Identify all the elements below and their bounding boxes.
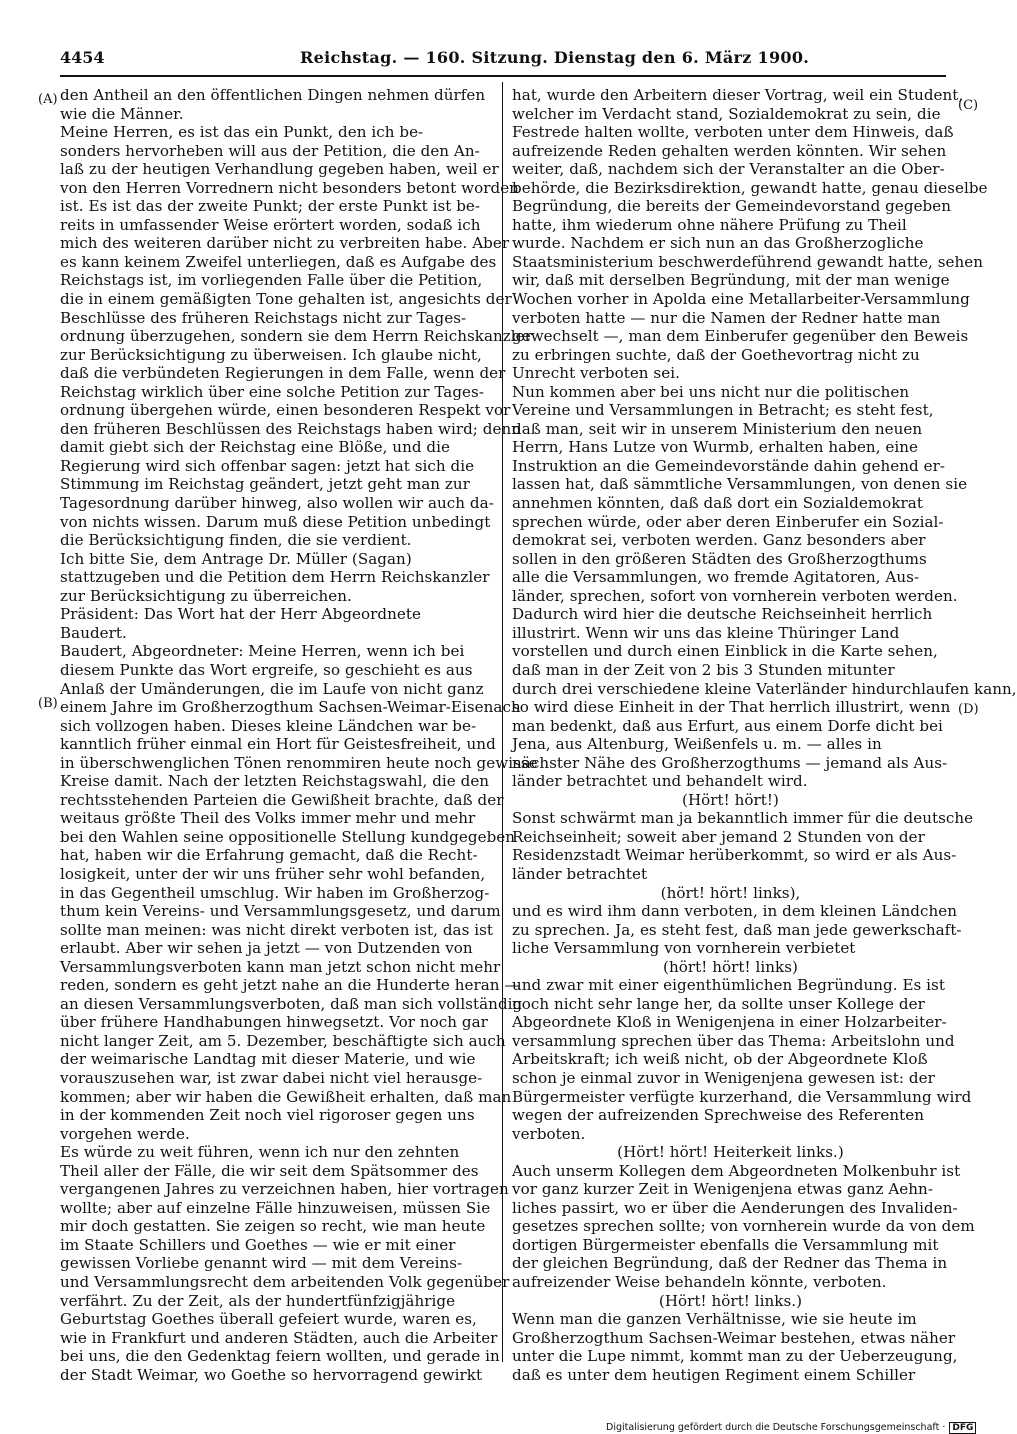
text-line: hat, wurde den Arbeitern dieser Vortrag, weil ein Student, — [512, 86, 964, 104]
text-line: zu sprechen. Ja, es steht fest, daß man jede gewerkschaft- — [512, 920, 962, 939]
text-line: Stimmung im Reichstag geändert, jetzt geht man zur — [60, 475, 470, 494]
text-line: Staatsministerium beschwerdeführend gewandt hatte, sehen — [512, 252, 984, 271]
text-line: Beschlüsse des früheren Reichstags nicht zur Tages- — [60, 308, 467, 327]
text-line: ist. Es ist das der zweite Punkt; der erste Punkt ist be- — [60, 197, 481, 216]
text-line: Nun kommen aber bei uns nicht nur die politischen — [512, 382, 910, 401]
text-line: verboten hatte — nur die Namen der Redner hatte man — [512, 308, 941, 327]
text-line: daß die verbündeten Regierungen in dem Falle, wenn der — [60, 364, 506, 383]
text-line: Baudert. — [60, 623, 127, 642]
text-line: bei uns, die den Gedenktag feiern wollten, und gerade in — [60, 1347, 500, 1366]
text-line: welcher im Verdacht stand, Sozialdemokrat zu sein, die — [512, 104, 941, 123]
text-line: vorstellen und durch einen Einblick in die Karte sehen, — [512, 642, 938, 661]
text-line: zur Berücksichtigung zu überreichen. — [60, 586, 352, 605]
text-line: kanntlich früher einmal ein Hort für Geistesfreiheit, und — [60, 735, 496, 754]
text-line: behörde, die Bezirksdirektion, gewandt hatte, genau dieselbe — [512, 178, 988, 197]
text-line: versammlung sprechen über das Thema: Arbeitslohn und — [512, 1031, 955, 1050]
text-line: in überschwenglichen Tönen renommiren heute noch gewisse — [60, 753, 538, 772]
text-line: (Hört! hört! links.) — [658, 1291, 803, 1310]
text-line: gesetzes sprechen sollte; von vornherein wurde da von dem — [512, 1217, 975, 1236]
text-line: den früheren Beschlüssen des Reichstags haben wird; denn — [60, 419, 522, 438]
text-line: damit giebt sich der Reichstag eine Blöße, und die — [60, 438, 450, 457]
text-line: rechtsstehenden Parteien die Gewißheit brachte, daß der — [60, 790, 504, 809]
text-line: Anlaß der Umänderungen, die im Laufe von nicht ganz — [60, 679, 484, 698]
text-line: länder betrachtet und behandelt wird. — [512, 772, 808, 791]
text-line: aufreizende Reden gehalten werden könnten. Wir sehen — [512, 141, 947, 160]
text-line: liches passirt, wo er über die Aenderungen des Invaliden- — [512, 1198, 958, 1217]
margin-marker-d: (D) — [958, 702, 979, 717]
text-line: vergangenen Jahres zu verzeichnen haben, hier vortragen — [60, 1180, 509, 1199]
text-line: stattzugeben und die Petition dem Herrn Reichskanzler — [60, 568, 490, 587]
text-line: wie in Frankfurt und anderen Städten, auch die Arbeiter — [60, 1328, 498, 1347]
text-line: Jena, aus Altenburg, Weißenfels u. m. — alles in — [512, 735, 882, 754]
text-line: Kreise damit. Nach der letzten Reichstagswahl, die den — [60, 772, 490, 791]
text-line: reits in umfassender Weise erörtert worden, sodaß ich — [60, 215, 481, 234]
text-line: Wochen vorher in Apolda eine Metallarbeiter-Versammlung — [512, 290, 970, 309]
credit-text: Digitalisierung gefördert durch die Deutsche Forschungsgemeinschaft · — [606, 1422, 946, 1433]
text-line: Regierung wird sich offenbar sagen: jetzt hat sich die — [60, 456, 475, 475]
text-line: bei den Wahlen seine oppositionelle Stellung kundgegeben — [60, 827, 516, 846]
text-line: mich des weiteren darüber nicht zu verbreiten habe. Aber — [60, 234, 510, 253]
text-line: Theil aller der Fälle, die wir seit dem Spätsommer des — [60, 1161, 479, 1180]
text-line: die Berücksichtigung finden, die sie verdient. — [60, 531, 412, 550]
text-line: schon je einmal zuvor in Wenigenjena gewesen ist: der — [512, 1068, 935, 1087]
running-title: Reichstag. — 160. Sitzung. Dienstag den 6. März 1900. — [300, 48, 810, 67]
text-line: sprechen würde, oder aber deren Einberufer ein Sozial- — [512, 512, 944, 531]
text-line: Reichstag wirklich über eine solche Petition zur Tages- — [60, 382, 484, 401]
left-text-column — [60, 86, 538, 1384]
text-line: Instruktion an die Gemeindevorstände dahin gehend er- — [512, 456, 945, 475]
text-line: länder, sprechen, sofort von vornherein verboten werden. — [512, 586, 958, 605]
text-line: Reichstags ist, im vorliegenden Falle über die Petition, — [60, 271, 483, 290]
text-line: mir doch gestatten. Sie zeigen so recht, wie man heute — [60, 1217, 486, 1236]
text-line: alle die Versammlungen, wo fremde Agitatoren, Aus- — [512, 568, 920, 587]
text-line: weiter, daß, nachdem sich der Veranstalter an die Ober- — [512, 160, 945, 179]
text-line: aufreizender Weise behandeln könnte, verboten. — [512, 1273, 887, 1291]
text-line: Vereine und Versammlungen in Betracht; es steht fest, — [512, 401, 934, 420]
column-divider — [502, 82, 503, 1362]
text-line: lassen hat, daß sämmtliche Versammlungen, von denen sie — [512, 475, 968, 494]
text-line: länder betrachtet — [512, 864, 648, 883]
text-line: in der kommenden Zeit noch viel rigoroser gegen uns — [60, 1106, 475, 1125]
text-line: es kann keinem Zweifel unterliegen, daß es Aufgabe des — [60, 252, 497, 271]
text-line: noch nicht sehr lange her, da sollte unser Kollege der — [512, 994, 925, 1013]
text-line: daß man in der Zeit von 2 bis 3 Stunden mitunter — [512, 660, 895, 679]
text-line: thum kein Vereins- und Versammlungsgesetz, und darum — [60, 902, 501, 921]
text-line: gewissen Vorliebe genannt wird — mit dem Vereins- — [60, 1254, 463, 1273]
text-line: daß es unter dem heutigen Regiment einem Schiller — [512, 1365, 916, 1384]
text-line: verfährt. Zu der Zeit, als der hundertfünfzigjährige — [60, 1291, 456, 1310]
text-line: reden, sondern es geht jetzt nahe an die Hunderte heran — — [60, 976, 520, 995]
text-line: Es würde zu weit führen, wenn ich nur den zehnten — [60, 1143, 460, 1162]
text-line: von den Herren Vorrednern nicht besonders betont worden — [60, 178, 519, 197]
margin-marker-c: (C) — [958, 98, 979, 113]
text-line: Geburtstag Goethes überall gefeiert wurde, waren es, — [60, 1310, 477, 1329]
text-line: Festrede halten wollte, verboten unter dem Hinweis, daß — [512, 123, 954, 142]
text-line: Großherzogthum Sachsen-Weimar bestehen, etwas näher — [512, 1328, 956, 1347]
dfg-logo: DFG — [949, 1422, 976, 1434]
text-line: demokrat sei, verboten werden. Ganz besonders aber — [512, 531, 926, 550]
text-line: illustrirt. Wenn wir uns das kleine Thüringer Land — [512, 623, 900, 642]
text-line: liche Versammlung von vornherein verbietet — [512, 939, 856, 958]
text-line: diesem Punkte das Wort ergreife, so geschieht es aus — [60, 660, 473, 679]
text-line: sich vollzogen haben. Dieses kleine Ländchen war be- — [60, 716, 477, 735]
text-line: vorgehen werde. — [60, 1124, 190, 1143]
text-line: Versammlungsverboten kann man jetzt schon nicht mehr — [60, 957, 501, 976]
text-line: durch drei verschiedene kleine Vaterländer hindurchlaufen kann, — [512, 679, 1017, 698]
text-line: Reichseinheit; soweit aber jemand 2 Stunden von der — [512, 827, 925, 846]
text-line: nicht langer Zeit, am 5. Dezember, beschäftigte sich auch — [60, 1031, 506, 1050]
text-line: in das Gegentheil umschlug. Wir haben im Großherzog- — [60, 883, 490, 902]
text-line: Abgeordnete Kloß in Wenigenjena in einer Holzarbeiter- — [512, 1013, 947, 1032]
text-line: über frühere Handhabungen hinwegsetzt. Vor noch gar — [60, 1013, 488, 1032]
text-line: an diesen Versammlungsverboten, daß man sich vollständig — [60, 994, 523, 1013]
text-line: der gleichen Begründung, daß der Redner das Thema in — [512, 1254, 948, 1273]
text-line: Residenzstadt Weimar herüberkommt, so wird er als Aus- — [512, 846, 957, 865]
text-line: weitaus größte Theil des Volks immer mehr und mehr — [60, 809, 476, 828]
text-line: wir, daß mit derselben Begründung, mit der man wenige — [512, 271, 950, 290]
text-line: zu erbringen suchte, daß der Goethevortrag nicht zu — [512, 345, 920, 364]
text-line: zur Berücksichtigung zu überweisen. Ich glaube nicht, — [60, 345, 482, 364]
text-line: Begründung, die bereits der Gemeindevorstand gegeben — [512, 197, 952, 216]
margin-marker-a: (A) — [38, 92, 58, 107]
text-line: Präsident: Das Wort hat der Herr Abgeordnete — [60, 605, 421, 624]
text-line: und Versammlungsrecht dem arbeitenden Volk gegenüber — [60, 1273, 510, 1291]
text-line: kommen; aber wir haben die Gewißheit erhalten, daß man — [60, 1087, 512, 1106]
text-line: (hört! hört! links) — [663, 957, 798, 976]
text-line: man bedenkt, daß aus Erfurt, aus einem Dorfe dicht bei — [512, 716, 943, 735]
text-line: verboten. — [512, 1124, 586, 1143]
text-line: im Staate Schillers und Goethes — wie er mit einer — [60, 1235, 456, 1254]
text-line: Sonst schwärmt man ja bekanntlich immer für die deutsche — [512, 809, 974, 828]
text-line: von nichts wissen. Darum muß diese Petition unbedingt — [60, 512, 491, 531]
text-line: Ich bitte Sie, dem Antrage Dr. Müller (Sagan) — [60, 549, 412, 568]
text-line: und zwar mit einer eigenthümlichen Begründung. Es ist — [512, 976, 945, 995]
text-line: Bürgermeister verfügte kurzerhand, die Versammlung wird — [512, 1087, 972, 1106]
text-line: hatte, ihm wiederum ohne nähere Prüfung zu Theil — [512, 215, 907, 234]
text-line: erlaubt. Aber wir sehen ja jetzt — von Dutzenden von — [60, 939, 473, 958]
text-line: wie die Männer. — [60, 104, 184, 123]
text-line: Baudert, Abgeordneter: Meine Herren, wenn ich bei — [60, 642, 465, 661]
text-line: hat, haben wir die Erfahrung gemacht, daß die Recht- — [60, 846, 478, 865]
text-line: die in einem gemäßigten Tone gehalten ist, angesichts der — [60, 290, 512, 309]
text-line: unter die Lupe nimmt, kommt man zu der Ueberzeugung, — [512, 1347, 958, 1366]
text-line: der Stadt Weimar, wo Goethe so hervorragend gewirkt — [60, 1365, 483, 1384]
text-line: einem Jahre im Großherzogthum Sachsen-Weimar-Eisenach — [60, 698, 521, 717]
text-line: Herrn, Hans Lutze von Wurmb, erhalten haben, eine — [512, 438, 919, 457]
text-line: und es wird ihm dann verboten, in dem kleinen Ländchen — [512, 902, 957, 921]
text-line: nächster Nähe des Großherzogthums — jemand als Aus- — [512, 753, 948, 772]
text-line: der weimarische Landtag mit dieser Materie, und wie — [60, 1050, 476, 1069]
text-line: vor ganz kurzer Zeit in Wenigenjena etwas ganz Aehn- — [512, 1180, 933, 1199]
text-line: sonders hervorheben will aus der Petition, die den An- — [60, 141, 480, 160]
right-text-column — [512, 86, 1017, 1384]
text-line: (hört! hört! links), — [660, 883, 801, 902]
text-line: vorauszusehen war, ist zwar dabei nicht viel herausge- — [60, 1068, 483, 1087]
text-line: Tagesordnung darüber hinweg, also wollen wir auch da- — [60, 494, 494, 513]
text-line: gewechselt —, man dem Einberufer gegenüber den Beweis — [512, 327, 969, 346]
text-line: ordnung überzugehen, sondern sie dem Herrn Reichskanzler — [60, 327, 532, 346]
digitization-credit — [606, 1422, 976, 1434]
text-line: Arbeitskraft; ich weiß nicht, ob der Abgeordnete Kloß — [512, 1050, 928, 1069]
text-line: wegen der aufreizenden Sprechweise des Referenten — [512, 1106, 925, 1125]
page-number: 4454 — [60, 48, 105, 67]
text-line: ordnung übergehen würde, einen besonderen Respekt vor — [60, 401, 511, 420]
text-line: dortigen Bürgermeister ebenfalls die Versammlung mit — [512, 1235, 939, 1254]
text-line: Unrecht verboten sei. — [512, 364, 680, 383]
text-line: laß zu der heutigen Verhandlung gegeben haben, weil er — [60, 160, 499, 179]
text-line: daß man, seit wir in unserem Ministerium den neuen — [512, 419, 923, 438]
text-line: den Antheil an den öffentlichen Dingen nehmen dürfen — [60, 86, 486, 104]
page-header — [60, 48, 960, 72]
header-rule — [60, 75, 946, 77]
text-line: (Hört! hört! Heiterkeit links.) — [617, 1143, 844, 1162]
text-line: Auch unserm Kollegen dem Abgeordneten Molkenbuhr ist — [512, 1161, 961, 1180]
margin-marker-b: (B) — [38, 696, 58, 711]
text-line: Meine Herren, es ist das ein Punkt, den ich be- — [60, 123, 424, 142]
text-line: losigkeit, unter der wir uns früher sehr wohl befanden, — [60, 864, 486, 883]
text-line: sollte man meinen: was nicht direkt verboten ist, das ist — [60, 920, 494, 939]
text-line: wurde. Nachdem er sich nun an das Großherzogliche — [512, 234, 924, 253]
text-line: wollte; aber auf einzelne Fälle hinzuweisen, müssen Sie — [60, 1198, 491, 1217]
text-line: Dadurch wird hier die deutsche Reichseinheit herrlich — [512, 605, 933, 624]
text-line: so wird diese Einheit in der That herrlich illustrirt, wenn — [512, 698, 951, 717]
text-line: (Hört! hört!) — [682, 790, 779, 809]
text-line: sollen in den größeren Städten des Großherzogthums — [512, 549, 927, 568]
text-line: Wenn man die ganzen Verhältnisse, wie sie heute im — [512, 1310, 917, 1329]
text-line: annehmen könnten, daß daß dort ein Sozialdemokrat — [512, 494, 923, 513]
